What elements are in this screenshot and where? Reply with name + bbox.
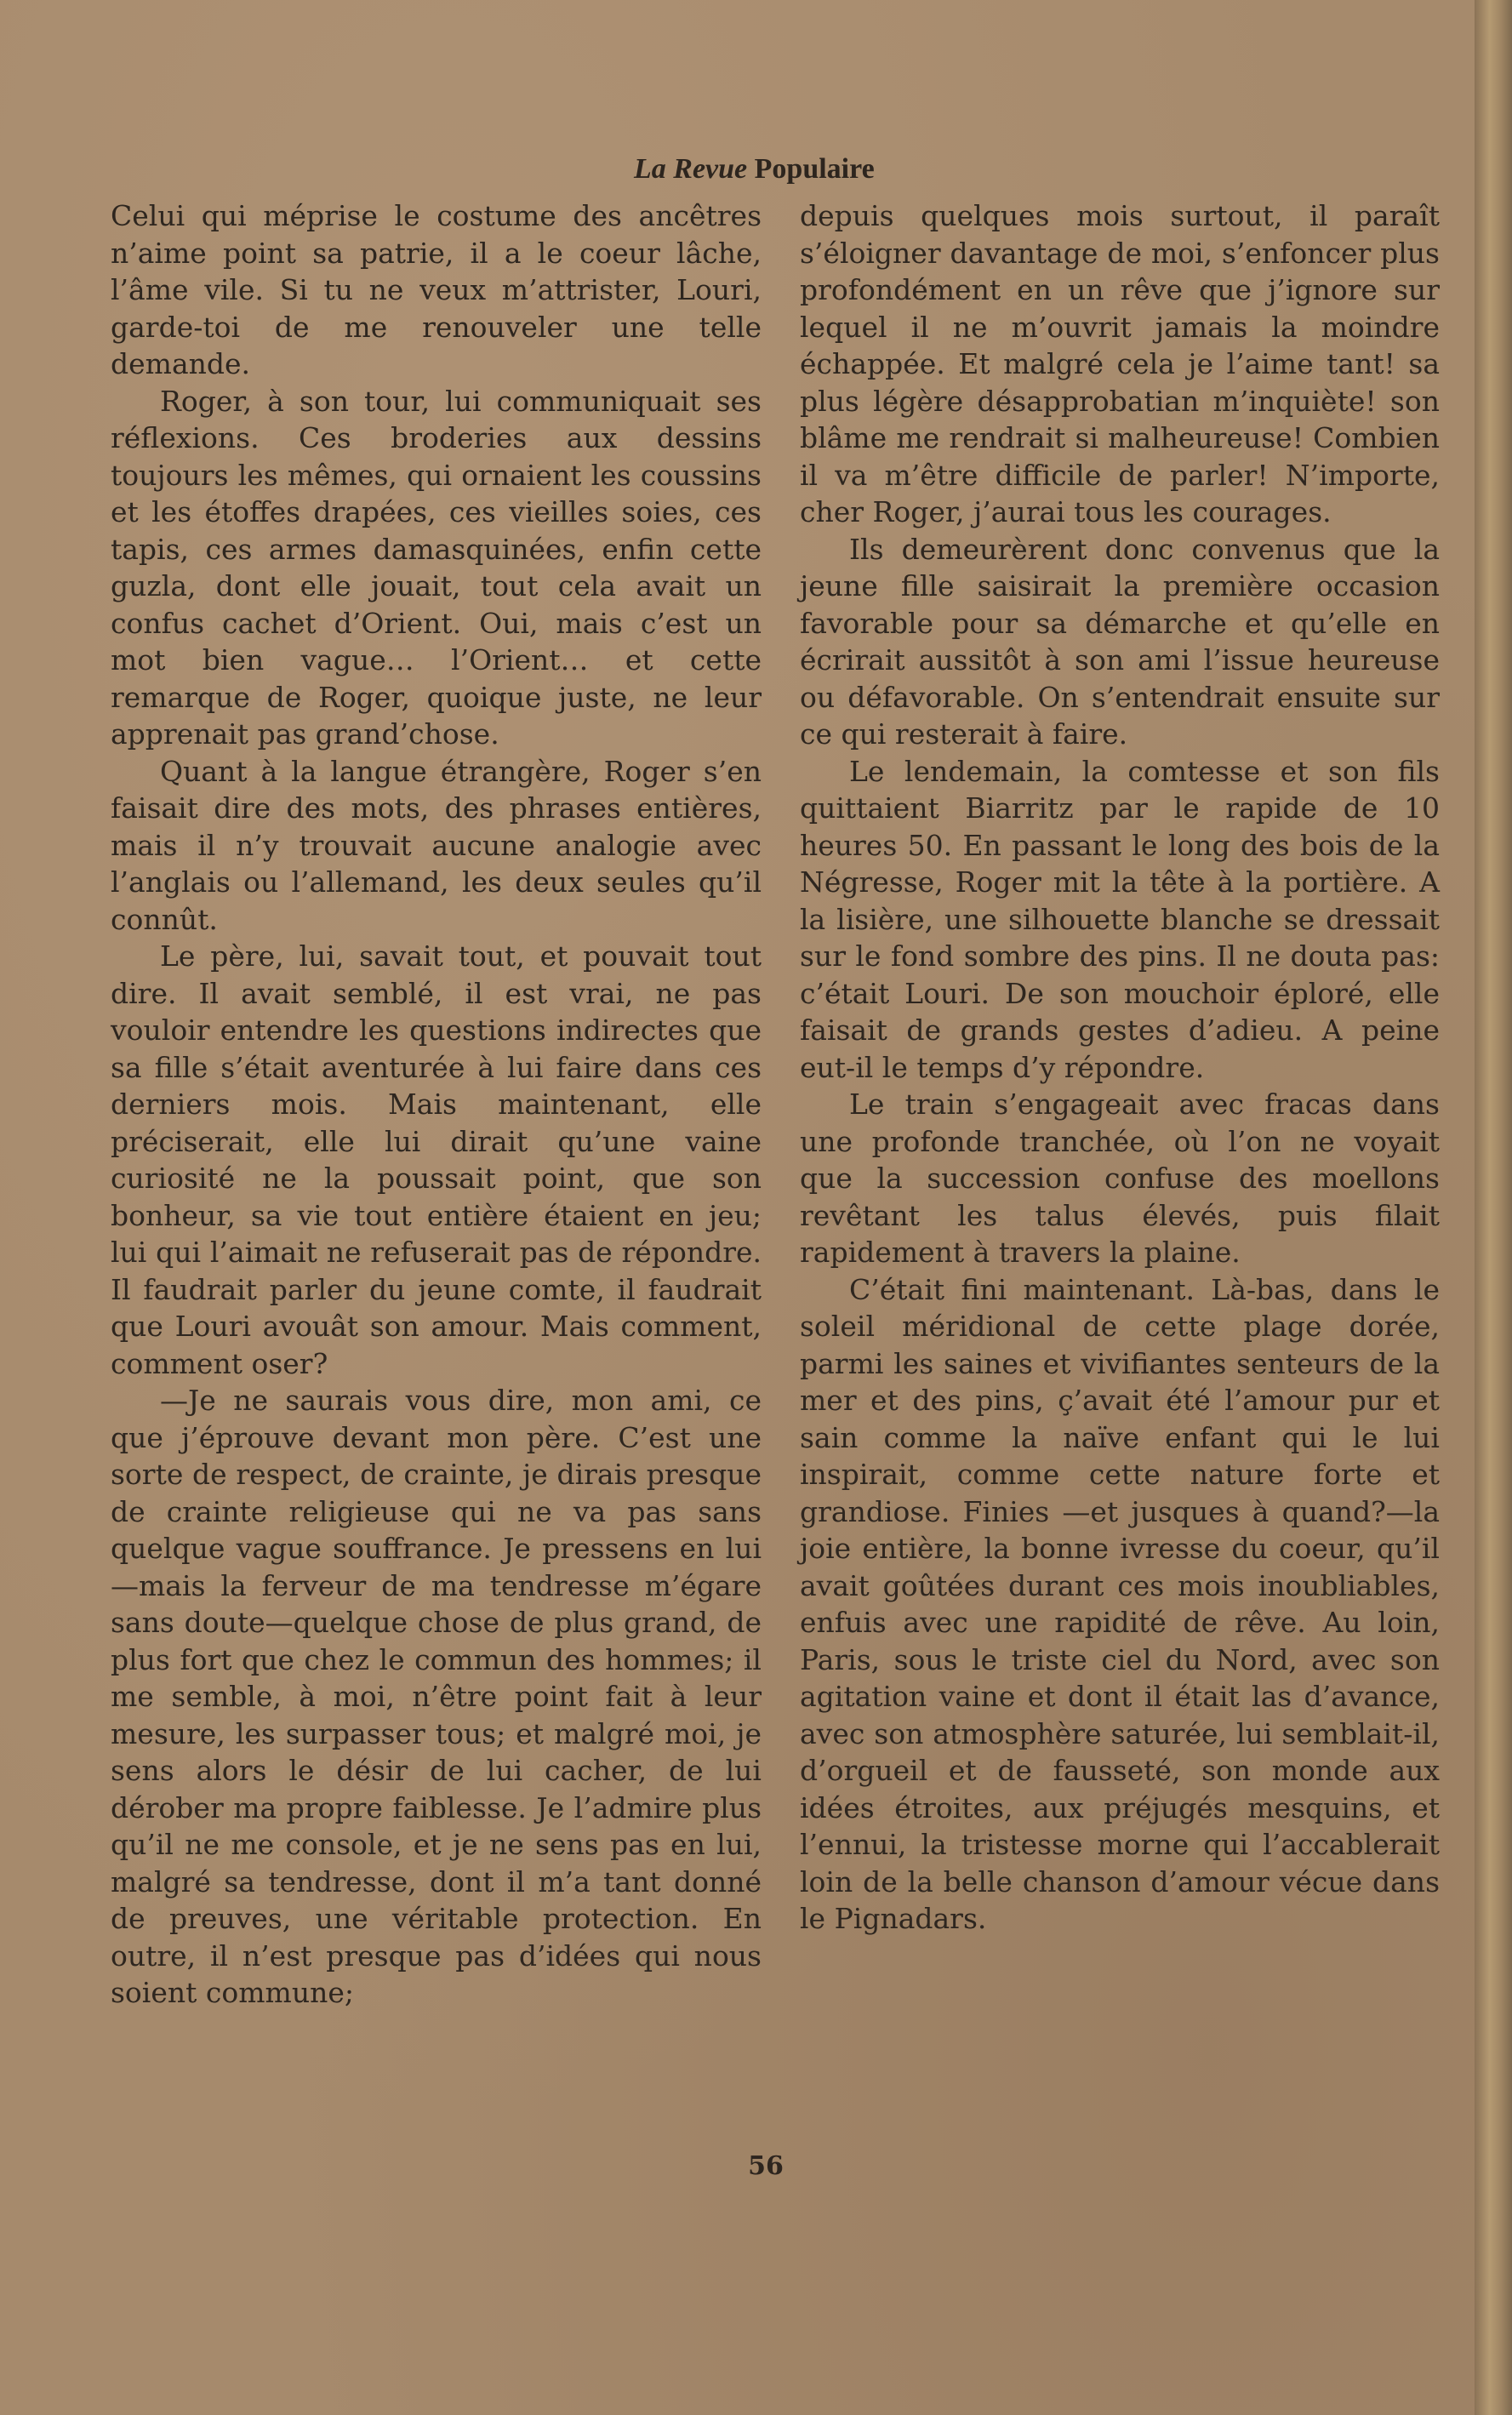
left-column (111, 197, 762, 2012)
paragraph: Quant à la langue étrangère, Roger s’en faisait dire des mots, des phrases entières, mais il n’y trouvait aucune analogie avec l’anglais ou l’allemand, les deux seules qu’il connût. (111, 754, 762, 936)
page-edge (1475, 0, 1512, 2415)
right-column (800, 197, 1440, 1938)
paragraph: C’était fini maintenant. Là-bas, dans le soleil méridional de cette plage dorée, parmi les saines et vivifiantes senteurs de la mer et des pins, ç’avait été l’amour pur et sain comme la naïve enfant qui le lui inspirait, comme cette nature forte et grandiose. Finies —et jusques à quand?—la joie entière, la bonne ivresse du coeur, qu’il avait goûtées durant ces mois inoubliables, enfuis avec une rapidité de rêve. Au loin, Paris, sous le triste ciel du Nord, avec son agitation vaine et dont il était las d’avance, avec son atmosphère saturée, lui semblait-il, d’orgueil et de fausseté, son monde aux idées étroites, aux préjugés mesquins, et l’ennui, la tristesse morne qui l’accablerait loin de la belle chanson d’amour vécue dans le Pignadars. (800, 1272, 1440, 1935)
running-head-part2: Populaire (754, 153, 875, 185)
paragraph: Le train s’engageait avec fracas dans une profonde tranchée, où l’on ne voyait que la succession confuse des moellons revêtant les talus élevés, puis filait rapidement à travers la plaine. (800, 1088, 1440, 1269)
paragraph: Le père, lui, savait tout, et pouvait tout dire. Il avait semblé, il est vrai, ne pas vouloir entendre les questions indirectes que sa fille s’était aventurée à lui faire dans ces derniers mois. Mais maintenant, elle préciserait, elle lui dirait qu’une vaine curiosité ne la poussait point, que son bonheur, sa vie tout entière étaient en jeu; lui qui l’aimait ne refuserait pas de répondre. Il faudrait parler du jeune comte, il faudrait que Louri avouât son amour. Mais comment, comment oser? (111, 939, 762, 1380)
paragraph: depuis quelques mois surtout, il paraît s’éloigner davantage de moi, s’enfoncer plus profondément en un rêve que j’ignore sur lequel il ne m’ouvrit jamais la moindre échappée. Et malgré cela je l’aime tant! sa plus légère désapprobatian m’inquiète! son blâme me rendrait si malheureuse! Combien il va m’être difficile de parler! N’importe, cher Roger, j’aurai tous les courages. (800, 199, 1440, 528)
paragraph: Celui qui méprise le costume des ancêtres n’aime point sa patrie, il a le coeur lâche, l’âme vile. Si tu ne veux m’attrister, Louri, garde-toi de me renouveler une telle demande. (111, 199, 762, 380)
running-head-part1: La Revue (634, 153, 748, 185)
paragraph: Le lendemain, la comtesse et son fils quittaient Biarritz par le rapide de 10 heures 50. En passant le long des bois de la Négresse, Roger mit la tête à la portière. A la lisière, une silhouette blanche se dressait sur le fond sombre des pins. Il ne douta pas: c’était Louri. De son mouchoir éploré, elle faisait de grands gestes d’adieu. A peine eut-il le temps d’y répondre. (800, 754, 1440, 1084)
running-head (634, 153, 957, 186)
page-number: 56 (748, 2151, 784, 2181)
paragraph: Ils demeurèrent donc convenus que la jeune fille saisirait la première occasion favorable pour sa démarche et qu’elle en écrirait aussitôt à son ami l’issue heureuse ou défavorable. On s’entendrait ensuite sur ce qui resterait à faire. (800, 532, 1440, 751)
paragraph: Roger, à son tour, lui communiquait ses réflexions. Ces broderies aux dessins toujours les mêmes, qui ornaient les coussins et les étoffes drapées, ces vieilles soies, ces tapis, ces armes damasquinées, enfin cette guzla, dont elle jouait, tout cela avait un confus cachet d’Orient. Oui, mais c’est un mot bien vague… l’Orient… et cette remarque de Roger, quoique juste, ne leur apprenait pas grand’chose. (111, 384, 762, 751)
paragraph: —Je ne saurais vous dire, mon ami, ce que j’éprouve devant mon père. C’est une sorte de respect, de crainte, je dirais presque de crainte religieuse qui ne va pas sans quelque vague souffrance. Je pressens en lui—mais la ferveur de ma tendresse m’égare sans doute—quelque chose de plus grand, de plus fort que chez le commun des hommes; il me semble, à moi, n’être point fait à leur mesure, les surpasser tous; et malgré moi, je sens alors le désir de lui cacher, de lui dérober ma propre faiblesse. Je l’admire plus qu’il ne me console, et je ne sens pas en lui, malgré sa tendresse, dont il m’a tant donné de preuves, une véritable protection. En outre, il n’est presque pas d’idées qui nous soient commune; (111, 1384, 762, 2009)
